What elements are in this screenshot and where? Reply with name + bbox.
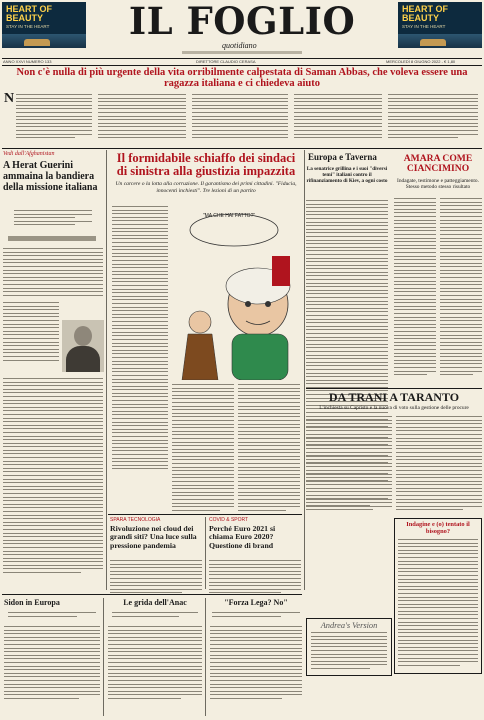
center-subhead: Un carcere o la lotta alla corruzione. Il garantismo dei primi cittadini. "Fiducia, innocenti inchiesti". Tre lezioni di un partito	[115, 181, 297, 194]
cartoon-caption: "MA CHE HAI FATTO?"	[202, 213, 256, 219]
left-portrait-body	[66, 346, 100, 372]
masthead-title: IL FOGLIO	[128, 0, 356, 43]
bottom-divider-2	[205, 598, 206, 716]
center-column-rule	[304, 150, 305, 590]
top-story-col-5	[388, 94, 478, 141]
top-story-dropcap: N	[4, 92, 15, 106]
top-story-col-1	[16, 94, 92, 141]
bottom-divider-1	[103, 598, 104, 716]
center-bottom-left-title[interactable]: Rivoluzione nei cloud dei grandi siti? Una luce sulla pressione pandemia	[110, 524, 197, 550]
anac-title[interactable]: Le grida dell'Anac	[123, 598, 187, 607]
bottom-row-rule	[2, 594, 302, 595]
taranto-body-1	[306, 416, 392, 513]
center-bottom-left-label: SPARA TECNOLOGIA	[110, 517, 161, 523]
top-story-col-3	[192, 94, 288, 141]
advert-right-title: HEART OF BEAUTY	[402, 4, 448, 23]
left-summary	[14, 210, 92, 228]
forza-title[interactable]: "Forza Lega? No"	[224, 598, 288, 607]
sidon-subtitle	[8, 612, 96, 619]
ciancimino-body-1	[394, 198, 436, 378]
center-body-col-1	[112, 206, 168, 472]
advert-left-subtitle: STAY IN THE HEART	[6, 24, 50, 29]
masthead-fineprint	[96, 50, 388, 55]
advert-left-image	[2, 34, 86, 48]
top-story-col-4	[294, 94, 382, 141]
section-divider	[2, 148, 482, 149]
topbar-date-price: MERCOLEDÌ 8 GIUGNO 2022 - € 1,80	[386, 59, 456, 64]
topbar-director: DIRETTORE CLAUDIO CERASA	[196, 59, 256, 64]
topbar-rule-bottom	[2, 65, 482, 66]
left-body-2	[3, 302, 59, 363]
andreas-version-title[interactable]: Andrea's Version	[320, 621, 378, 630]
center-bottom-divider	[205, 517, 206, 589]
masthead-quotidiano: quotidiano	[222, 41, 257, 50]
left-subhead-bar	[8, 236, 96, 241]
left-portrait	[62, 320, 104, 372]
europe-subtitle: La senatrice grillina e i suoi "diversi temi" italiani contro il rifinanziamento di Kiev, a ogni costo	[306, 166, 388, 185]
left-kicker: Vedi dall'Afghanistan	[3, 151, 55, 157]
center-bottom-right-label: COVID & SPORT	[209, 517, 249, 523]
masthead-fineprint-left	[182, 51, 302, 54]
inquiry-box-title[interactable]: Indagine e (o) tentato il bisogno?	[406, 521, 470, 535]
center-headline[interactable]: Il formidabile schiaffo dei sindaci di sinistra alla giustizia impazzita	[116, 151, 296, 178]
topbar-issue: ANNO XXVI NUMERO 133	[3, 59, 52, 64]
forza-body	[210, 626, 302, 701]
main-headline[interactable]: Non c'è nulla di più urgente della vita orribilmente calpestata di Saman Abbas, che voleva essere una ragazza italiana e ci chiedeva aiuto	[16, 67, 468, 89]
left-body-1	[3, 248, 103, 298]
anac-subtitle	[112, 612, 198, 619]
ciancimino-subtitle: Indagate, testimone e patteggiamento. Stesso metodo stesso risultato	[397, 178, 479, 191]
inquiry-box	[394, 518, 482, 674]
cartoon-illustration	[172, 206, 300, 380]
inquiry-box-body	[395, 537, 481, 670]
europe-title[interactable]: Europa e Taverna	[308, 152, 377, 162]
advert-right-subtitle: STAY IN THE HEART	[402, 24, 446, 29]
ciancimino-title[interactable]: AMARA COME CIANCIMINO	[403, 153, 473, 174]
advert-left-title: HEART OF BEAUTY	[6, 4, 52, 23]
andreas-version-body	[307, 630, 391, 674]
advert-left[interactable]	[2, 2, 86, 48]
taranto-rule	[306, 388, 482, 389]
taranto-title[interactable]: DA TRANI A TARANTO	[328, 390, 460, 404]
center-bottom-left-body	[110, 560, 202, 596]
left-column-rule	[106, 150, 107, 590]
forza-subtitle	[212, 612, 300, 619]
cartoon	[172, 206, 300, 380]
center-bottom-right-body	[209, 560, 301, 596]
center-body-col-2	[172, 384, 234, 513]
top-story-col-2	[98, 94, 186, 141]
taranto-subtitle: L'inchiesta su Capristo e la nuova di voto sulla gestione delle procure	[319, 405, 469, 411]
advert-right[interactable]	[398, 2, 482, 48]
anac-body	[108, 626, 202, 701]
andreas-version-box	[306, 618, 392, 676]
left-headline[interactable]: A Herat Guerini ammaina la bandiera della missione italiana	[3, 160, 98, 193]
ciancimino-body-2	[440, 198, 482, 378]
sidon-title[interactable]: Sidon in Europa	[4, 598, 60, 607]
left-body-3	[3, 378, 103, 576]
center-bottom-rule	[108, 514, 302, 515]
center-body-col-3	[238, 384, 300, 513]
center-bottom-right-title[interactable]: Perché Euro 2021 si chiama Euro 2020? Questione di brand	[209, 524, 276, 550]
advert-right-image	[398, 34, 482, 48]
left-portrait-head	[74, 326, 92, 346]
sidon-body	[4, 626, 100, 701]
taranto-body-2	[396, 416, 482, 513]
